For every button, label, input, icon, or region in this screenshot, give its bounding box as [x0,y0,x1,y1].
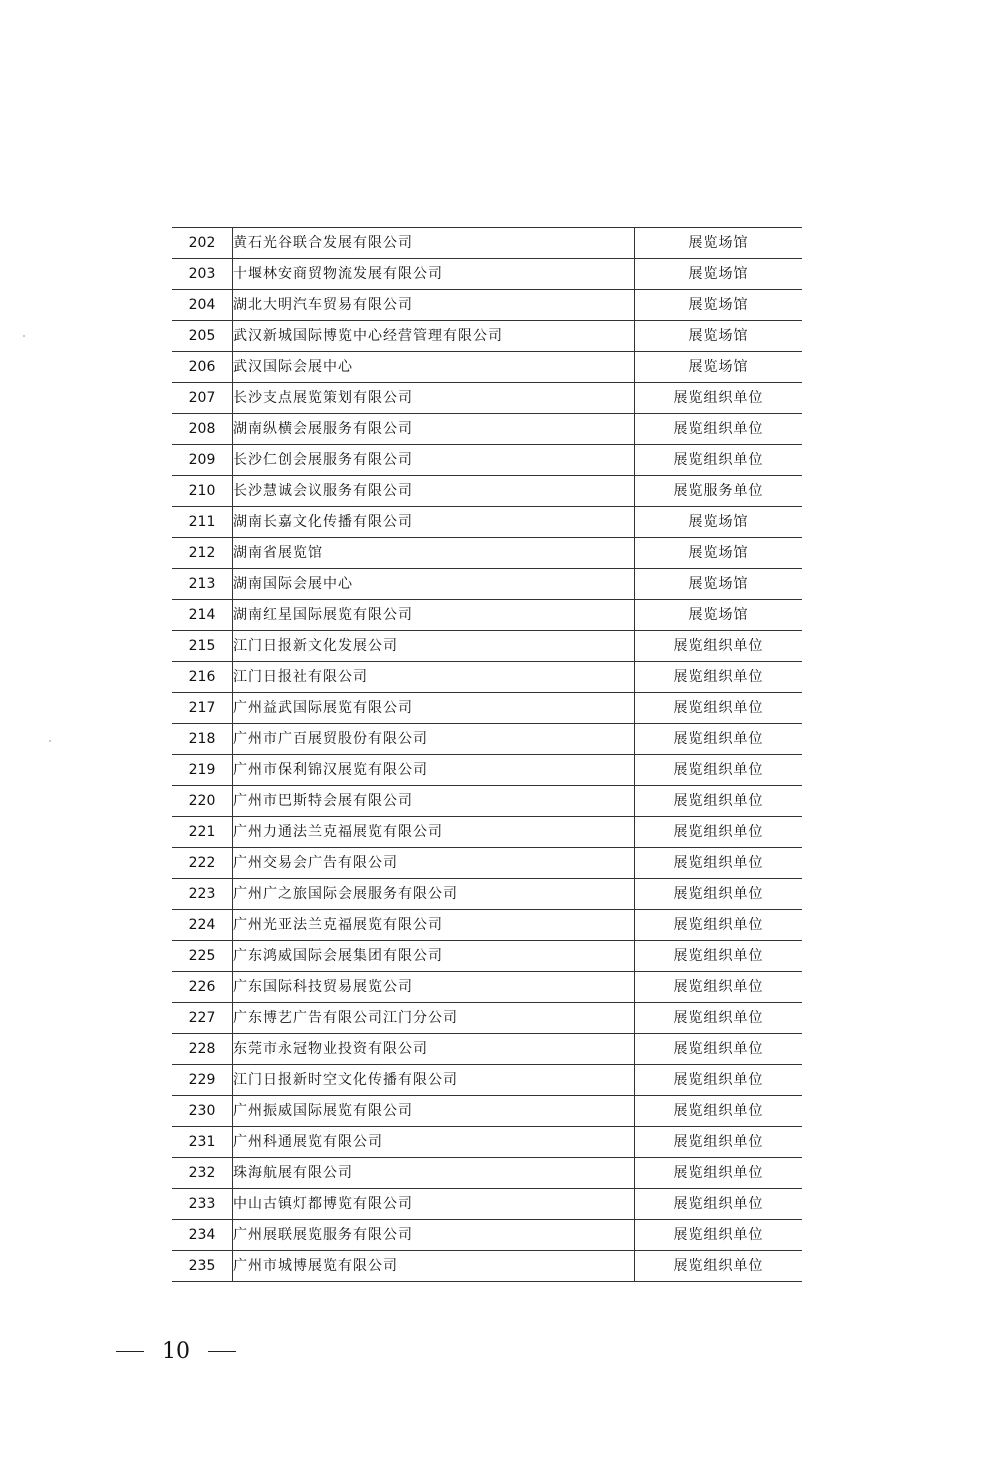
row-number: 209 [172,445,233,476]
unit-type: 展览组织单位 [635,631,803,662]
unit-type: 展览场馆 [635,352,803,383]
row-number: 211 [172,507,233,538]
row-number: 235 [172,1251,233,1282]
table-row [172,786,802,817]
company-name: 长沙慧诚会议服务有限公司 [233,476,635,507]
company-name: 广东鸿威国际会展集团有限公司 [233,941,635,972]
row-number: 232 [172,1158,233,1189]
row-number: 207 [172,383,233,414]
row-number: 226 [172,972,233,1003]
company-name: 广州展联展览服务有限公司 [233,1220,635,1251]
unit-type: 展览场馆 [635,228,803,259]
row-number: 218 [172,724,233,755]
table-row [172,1003,802,1034]
table-row [172,507,802,538]
row-number: 231 [172,1127,233,1158]
unit-type: 展览组织单位 [635,848,803,879]
table-row [172,879,802,910]
row-number: 212 [172,538,233,569]
company-name: 湖南国际会展中心 [233,569,635,600]
company-name: 黄石光谷联合发展有限公司 [233,228,635,259]
row-number: 205 [172,321,233,352]
table-row [172,290,802,321]
row-number: 215 [172,631,233,662]
row-number: 228 [172,1034,233,1065]
unit-type: 展览组织单位 [635,445,803,476]
row-number: 227 [172,1003,233,1034]
unit-type: 展览组织单位 [635,879,803,910]
table-row [172,383,802,414]
company-name: 广东博艺广告有限公司江门分公司 [233,1003,635,1034]
unit-type: 展览组织单位 [635,910,803,941]
table-row [172,972,802,1003]
company-name: 长沙支点展览策划有限公司 [233,383,635,414]
company-name: 广州益武国际展览有限公司 [233,693,635,724]
unit-type: 展览组织单位 [635,1127,803,1158]
company-name: 湖南省展览馆 [233,538,635,569]
exhibition-unit-table [172,227,802,1282]
right-dash [208,1351,236,1352]
row-number: 223 [172,879,233,910]
company-name: 广州市广百展贸股份有限公司 [233,724,635,755]
unit-type: 展览组织单位 [635,941,803,972]
row-number: 230 [172,1096,233,1127]
company-name: 广州振威国际展览有限公司 [233,1096,635,1127]
table-row [172,445,802,476]
scan-speck [23,335,25,337]
unit-type: 展览服务单位 [635,476,803,507]
table-row [172,538,802,569]
table-row [172,321,802,352]
row-number: 208 [172,414,233,445]
unit-type: 展览场馆 [635,600,803,631]
table-row [172,600,802,631]
table-row [172,1189,802,1220]
table-row [172,259,802,290]
unit-type: 展览场馆 [635,290,803,321]
left-dash [116,1351,144,1352]
row-number: 216 [172,662,233,693]
row-number: 214 [172,600,233,631]
unit-type: 展览组织单位 [635,1189,803,1220]
company-name: 广州光亚法兰克福展览有限公司 [233,910,635,941]
table-row [172,631,802,662]
company-name: 十堰林安商贸物流发展有限公司 [233,259,635,290]
company-name: 广东国际科技贸易展览公司 [233,972,635,1003]
row-number: 202 [172,228,233,259]
company-name: 武汉新城国际博览中心经营管理有限公司 [233,321,635,352]
table-row [172,848,802,879]
row-number: 225 [172,941,233,972]
row-number: 203 [172,259,233,290]
table-row [172,817,802,848]
company-name: 广州市保利锦汉展览有限公司 [233,755,635,786]
unit-type: 展览组织单位 [635,817,803,848]
table-row [172,941,802,972]
company-name: 湖南红星国际展览有限公司 [233,600,635,631]
page-number: 10 [162,1338,190,1364]
row-number: 206 [172,352,233,383]
company-name: 广州市城博展览有限公司 [233,1251,635,1282]
company-name: 中山古镇灯都博览有限公司 [233,1189,635,1220]
unit-type: 展览组织单位 [635,1003,803,1034]
unit-type: 展览组织单位 [635,1158,803,1189]
scan-speck [49,740,51,742]
row-number: 210 [172,476,233,507]
table-row [172,569,802,600]
table-row [172,662,802,693]
company-name: 珠海航展有限公司 [233,1158,635,1189]
table-row [172,1096,802,1127]
table-row [172,476,802,507]
company-name: 江门日报新文化发展公司 [233,631,635,662]
company-name: 江门日报社有限公司 [233,662,635,693]
row-number: 220 [172,786,233,817]
company-name: 长沙仁创会展服务有限公司 [233,445,635,476]
company-name: 广州广之旅国际会展服务有限公司 [233,879,635,910]
table-row [172,228,802,259]
unit-type: 展览组织单位 [635,414,803,445]
unit-type: 展览组织单位 [635,1251,803,1282]
table-row [172,1127,802,1158]
unit-type: 展览组织单位 [635,1220,803,1251]
table-row [172,1251,802,1282]
row-number: 222 [172,848,233,879]
unit-type: 展览组织单位 [635,1096,803,1127]
row-number: 221 [172,817,233,848]
unit-type: 展览组织单位 [635,1034,803,1065]
unit-type: 展览场馆 [635,538,803,569]
company-name: 广州市巴斯特会展有限公司 [233,786,635,817]
unit-type: 展览组织单位 [635,724,803,755]
unit-type: 展览场馆 [635,321,803,352]
company-name: 湖南纵横会展服务有限公司 [233,414,635,445]
table-row [172,1034,802,1065]
row-number: 217 [172,693,233,724]
table-row [172,1158,802,1189]
table-body [172,228,802,1282]
unit-type: 展览组织单位 [635,786,803,817]
table-row [172,755,802,786]
unit-type: 展览场馆 [635,569,803,600]
unit-type: 展览组织单位 [635,755,803,786]
company-name: 东莞市永冠物业投资有限公司 [233,1034,635,1065]
table-row [172,724,802,755]
row-number: 233 [172,1189,233,1220]
row-number: 219 [172,755,233,786]
unit-type: 展览场馆 [635,259,803,290]
company-name: 广州科通展览有限公司 [233,1127,635,1158]
row-number: 234 [172,1220,233,1251]
unit-type: 展览组织单位 [635,1065,803,1096]
unit-type: 展览组织单位 [635,383,803,414]
unit-type: 展览组织单位 [635,693,803,724]
company-name: 广州力通法兰克福展览有限公司 [233,817,635,848]
table-row [172,910,802,941]
company-name: 湖北大明汽车贸易有限公司 [233,290,635,321]
row-number: 213 [172,569,233,600]
company-name: 湖南长嘉文化传播有限公司 [233,507,635,538]
unit-type: 展览组织单位 [635,972,803,1003]
row-number: 204 [172,290,233,321]
unit-type: 展览场馆 [635,507,803,538]
row-number: 229 [172,1065,233,1096]
table-row [172,1220,802,1251]
row-number: 224 [172,910,233,941]
page-number-footer [116,1333,236,1369]
table-row [172,1065,802,1096]
company-name: 江门日报新时空文化传播有限公司 [233,1065,635,1096]
table-row [172,352,802,383]
table-row [172,693,802,724]
company-name: 广州交易会广告有限公司 [233,848,635,879]
unit-type: 展览组织单位 [635,662,803,693]
company-name: 武汉国际会展中心 [233,352,635,383]
table-row [172,414,802,445]
